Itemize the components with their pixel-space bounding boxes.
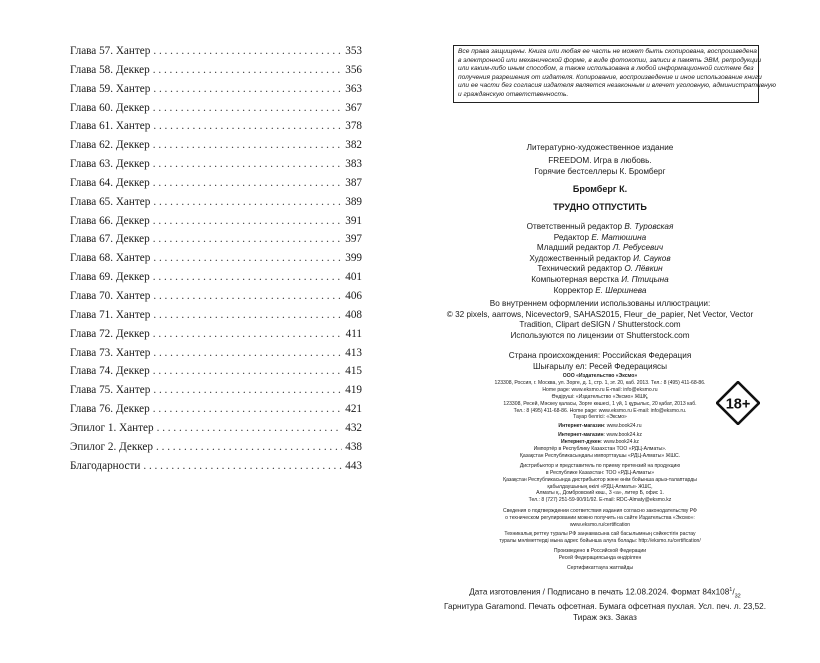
toc-entry (70, 384, 362, 403)
toc-entry-title: Глава 64. Деккер (70, 176, 150, 189)
toc-entry-page: 411 (345, 327, 362, 340)
toc-entry-page: 408 (345, 308, 362, 321)
credit-person: И. Птицына (621, 274, 669, 284)
toc-entry (70, 347, 362, 366)
credit-line (450, 222, 750, 233)
toc-entry-title: Глава 74. Деккер (70, 365, 150, 378)
toc-leader-dots (157, 422, 343, 434)
toc-leader-dots (153, 215, 342, 227)
toc-entry-page: 421 (345, 403, 362, 416)
toc-entry (70, 102, 362, 121)
toc-entry-title: Глава 69. Деккер (70, 271, 150, 284)
toc-entry (70, 83, 362, 102)
credit-person: Е. Матюшина (591, 232, 647, 242)
print-info: Дата изготовления / Подписано в печать 12.08.2024. Формат $84x108^1/_{32}$ Гарнитура Garamond. Печать офсетная. Бумага офсетная пухлая. Усл. печ. л. 23,52. Тираж экз. Заказ (443, 587, 767, 622)
toc-entry-title: Глава 61. Хантер (70, 120, 151, 133)
toc-entry-page: 387 (345, 176, 362, 189)
publisher-line: Өндіруші: «Издательство «Эксмо» ЖШҚ, (551, 393, 649, 400)
toc-entry-page: 382 (345, 139, 362, 152)
credit-person: И. Сауков (633, 253, 671, 263)
credit-role: Художественный редактор (529, 253, 631, 263)
toc-entry-page: 383 (345, 158, 362, 171)
credit-person: В. Туровская (624, 222, 674, 231)
genre: Литературно-художественное издание (526, 143, 674, 152)
toc-leader-dots (156, 441, 342, 453)
toc-entry (70, 403, 362, 422)
credit-line (450, 275, 750, 286)
toc-entry (70, 328, 362, 347)
publisher-line: 123308, Россия, г. Москва, ул. Зорге, д. 1, стр. 1, эт. 20, каб. 2013. Тел.: 8 (495) 411-68-86. (494, 379, 706, 386)
toc-entry-title: Глава 60. Деккер (70, 101, 150, 114)
toc-leader-dots (153, 177, 342, 189)
toc-entry-title: Глава 73. Хантер (70, 346, 151, 359)
toc-entry-page: 363 (345, 82, 362, 95)
toc-leader-dots (153, 365, 342, 377)
toc-entry-page: 356 (345, 63, 362, 76)
table-of-contents (70, 45, 362, 478)
toc-leader-dots (153, 83, 342, 95)
publisher-line: Home page: www.eksmo.ru E-mail: info@eksmo.ru (542, 386, 658, 393)
kz-certification-info: Техникалық реттеу туралы РФ заңнамасына сай басылымның сәйкестігін растау туралы мәліметтерді мына адрес бойынша алуға болады: http://eksmo.ru/certification/ (499, 531, 701, 544)
publisher-info (470, 373, 730, 421)
publisher-line: ООО «Издательство «Эксмо» (562, 373, 638, 379)
toc-entry-title: Благодарности (70, 459, 141, 472)
toc-entry (70, 45, 362, 64)
toc-leader-dots (153, 64, 342, 76)
toc-entry (70, 120, 362, 139)
toc-entry-title: Глава 65. Хантер (70, 195, 151, 208)
copyright-line: или каким-либо иным способом, а также использована в любой информационной системе без (458, 65, 754, 73)
toc-entry-title: Эпилог 1. Хантер (70, 421, 154, 434)
copyright-line: или ее части без согласия издателя является незаконным и влечет уголовную, административную (458, 82, 776, 90)
produced-in: Произведено в Российской Федерации Ресей Федерациясында өндірілген (553, 548, 647, 561)
toc-entry-title: Глава 57. Хантер (70, 45, 151, 57)
publisher-line: Тауар белгісі: «Эксмо» (573, 414, 627, 421)
toc-entry-page: 419 (345, 384, 362, 397)
book-title: ТРУДНО ОТПУСТИТЬ (553, 202, 647, 212)
toc-entry (70, 233, 362, 252)
toc-entry (70, 460, 362, 479)
toc-entry (70, 215, 362, 234)
toc-entry (70, 271, 362, 290)
toc-entry (70, 365, 362, 384)
toc-entry-title: Эпилог 2. Деккер (70, 440, 153, 453)
toc-entry (70, 158, 362, 177)
toc-entry (70, 441, 362, 460)
certification-info: Сведения о подтверждении соответствия издания согласно законодательству РФ о техническом регулировании можно получить на сайте Издательства «Эксмо»: www.eksmo.ru/certification (503, 508, 697, 528)
toc-entry-page: 397 (345, 233, 362, 246)
illustrations-credit: Во внутреннем оформлении использованы иллюстрации: © 32 pixels, aarrows, Nicevector9, SAHAS2015, Fleur_de_papier, Net Vector, Vector Tradition, Clipart deSIGN / Shutterstock.com Используются по лицензии от Shutterstock.com (446, 299, 754, 340)
toc-leader-dots (153, 384, 342, 396)
toc-entry-title: Глава 62. Деккер (70, 139, 150, 152)
series: FREEDOM. Игра в любовь. Горячие бестселлеры К. Бромберг (534, 156, 666, 176)
toc-entry-page: 432 (345, 421, 362, 434)
credit-person: О. Лёвкин (624, 264, 663, 274)
toc-leader-dots (153, 196, 342, 208)
copyright-line: получения разрешения от издателя. Копирование, воспроизведение и иное использование книги (458, 73, 762, 81)
shop-line (500, 439, 700, 446)
credit-line (450, 254, 750, 265)
toc-leader-dots (153, 120, 342, 132)
toc-entry (70, 177, 362, 196)
toc-entry (70, 64, 362, 83)
toc-entry-title: Глава 68. Хантер (70, 252, 151, 265)
toc-entry-title: Глава 71. Хантер (70, 308, 151, 321)
toc-entry (70, 309, 362, 328)
shop-label: Интернет-дүкен (561, 438, 601, 445)
credit-role: Ответственный редактор (526, 222, 623, 231)
toc-entry-page: 438 (345, 440, 362, 453)
toc-entry-page: 413 (345, 346, 362, 359)
age-rating-text: 18+ (725, 396, 751, 413)
copyright-line: Все права защищены. Книга или любая ее часть не может быть скопирована, воспроизведена (458, 48, 757, 55)
kazakhstan-distributor: Импортёр в Республику Казахстан ТОО «РДЦ-Алматы». Қазақстан Республикасындағы импорттаушы «РДЦ-Алматы» ЖШС. Дистрибьютор и представитель по приему претензий на продукцию в Республике Казахстан: ТОО «РДЦ-Алматы» Қазақстан Республикасында дистрибьютор және өнім бойынша арыз-талаптарды қабылдаушының өкілі «РДЦ-Алматы» ЖШС, Алматы қ., Домбровский көш., 3 «а», литер Б, офис 1. Тел.: 8 (727) 251-59-90/91/92. E-mail: RDC-Almaty@eksmo.kz (503, 446, 697, 504)
toc-entry-title: Глава 70. Хантер (70, 289, 151, 302)
toc-entry-page: 389 (345, 195, 362, 208)
toc-leader-dots (153, 158, 342, 170)
toc-leader-dots (143, 460, 342, 472)
toc-entry-page: 391 (345, 214, 362, 227)
toc-entry-page: 378 (345, 120, 362, 133)
toc-entry-title: Глава 72. Деккер (70, 327, 150, 340)
toc-entry-title: Глава 63. Деккер (70, 158, 150, 171)
toc-leader-dots (153, 290, 342, 302)
toc-entry-page: 415 (345, 365, 362, 378)
toc-entry-title: Глава 58. Деккер (70, 63, 150, 76)
credits (450, 222, 750, 296)
toc-entry (70, 290, 362, 309)
toc-entry-title: Глава 75. Хантер (70, 384, 151, 397)
not-subject-to-certification: Сертификаттауға жатпайды (566, 565, 634, 571)
toc-leader-dots (153, 45, 342, 57)
toc-entry-title: Глава 66. Деккер (70, 214, 150, 227)
toc-leader-dots (153, 328, 343, 340)
credit-line (450, 264, 750, 275)
toc-leader-dots (153, 403, 342, 415)
toc-leader-dots (153, 309, 342, 321)
toc-entry-page: 367 (345, 101, 362, 114)
age-rating-badge (716, 381, 760, 425)
copyright-line: в электронной или механической форме, в виде фотокопии, записи в память ЭВМ, репродукции (458, 56, 762, 64)
toc-entry-page: 401 (345, 271, 362, 284)
toc-entry-title: Глава 67. Деккер (70, 233, 150, 246)
toc-entry (70, 196, 362, 215)
country-of-origin: Страна происхождения: Российская Федерация Шығарылу ел: Ресей Федерациясы (508, 351, 692, 371)
toc-leader-dots (153, 252, 342, 264)
publisher-line: Тел.: 8 (495) 411-68-86. Home page: www.eksmo.ru E-mail: info@eksmo.ru. (513, 407, 687, 414)
toc-entry (70, 139, 362, 158)
credit-person: Е. Шершнева (595, 285, 647, 295)
credit-line (450, 286, 750, 297)
toc-entry-page: 406 (345, 289, 362, 302)
toc-entry-title: Глава 59. Хантер (70, 82, 151, 95)
credit-role: Технический редактор (537, 264, 623, 274)
shop-label: Интернет-магазин (558, 423, 604, 429)
author: Бромберг К. (572, 184, 628, 194)
shop-url: : www.book24.kz (603, 431, 642, 438)
toc-entry-page: 353 (345, 45, 362, 57)
shop-label: Интернет-магазин (558, 431, 604, 438)
shop-line (500, 432, 700, 439)
shop-line (500, 423, 700, 430)
credit-person: Л. Ребусевич (612, 243, 664, 253)
toc-leader-dots (153, 102, 342, 114)
shop-url: : www.book24.ru (603, 423, 642, 429)
copyright-notice (453, 45, 776, 103)
toc-entry (70, 422, 362, 441)
toc-entry-title: Глава 76. Деккер (70, 403, 150, 416)
credit-line (450, 233, 750, 244)
toc-leader-dots (153, 139, 342, 151)
toc-entry-page: 399 (345, 252, 362, 265)
online-shops (500, 423, 700, 446)
credit-role: Корректор (553, 285, 593, 295)
toc-leader-dots (153, 233, 342, 245)
toc-entry-page: 443 (345, 459, 362, 472)
toc-leader-dots (153, 271, 342, 283)
toc-leader-dots (153, 347, 342, 359)
credit-role: Редактор (553, 232, 590, 242)
credit-line (450, 243, 750, 254)
copyright-line: и гражданскую ответственность. (458, 90, 569, 98)
shop-url: : www.book24.kz (600, 438, 639, 445)
credit-role: Младший редактор (536, 243, 611, 253)
credit-role: Компьютерная верстка (531, 274, 619, 284)
publisher-line: 123308, Ресей, Мәскеу қаласы, Зорге көшесі, 1 үй, 1 құрылыс, 20 қабат, 2013 каб. (503, 400, 697, 407)
toc-entry (70, 252, 362, 271)
